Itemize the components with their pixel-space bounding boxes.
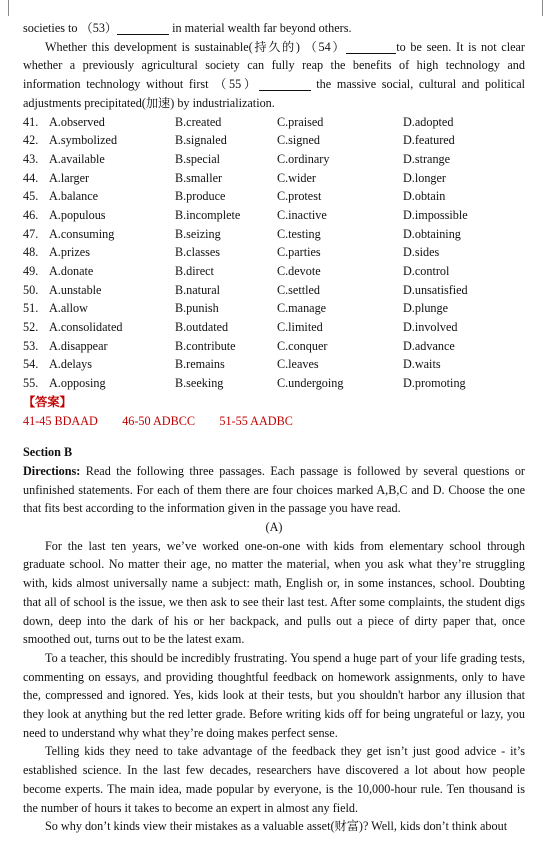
option-d: D.advance xyxy=(403,338,455,353)
passage-paragraph-1: For the last ten years, we’ve worked one-on-one with kids from elementary school through graduate school. No matter their age, no matter the material, when you ask what they’re struggling with, kids almost universally name a subject: math, English or, in some instances, school. Doubting that all of school is the issue, we then ask to see their last test. After some complaints, the student digs down, deep into the dark of his or her backpack, and pulls out a piece of dirty paper that, once smoothed out, turns out to be the latest exam. xyxy=(23,538,525,647)
cloze-line-1: societies to （53） in material wealth far beyond others. xyxy=(23,21,352,35)
question-number: 48. xyxy=(23,245,39,260)
option-b: B.produce xyxy=(175,189,226,204)
option-c: C.inactive xyxy=(277,207,327,222)
option-a: A.allow xyxy=(49,301,88,316)
option-c: C.praised xyxy=(277,114,324,129)
option-a: A.prizes xyxy=(49,245,90,260)
question-row xyxy=(23,169,525,188)
option-c: C.wider xyxy=(277,170,316,185)
option-a: A.opposing xyxy=(49,376,106,391)
option-c: C.manage xyxy=(277,301,327,316)
answer-heading: 【答案】 xyxy=(23,394,72,409)
blank-53 xyxy=(117,22,169,35)
option-b: B.incomplete xyxy=(175,207,241,222)
option-a: A.larger xyxy=(49,170,90,185)
option-c: C.protest xyxy=(277,189,322,204)
question-number: 44. xyxy=(23,170,39,185)
option-a: A.populous xyxy=(49,207,106,222)
option-a: A.observed xyxy=(49,114,105,129)
option-a: A.donate xyxy=(49,264,94,279)
blank-55 xyxy=(259,78,311,91)
question-number: 49. xyxy=(23,264,39,279)
question-row xyxy=(23,337,525,356)
option-d: D.promoting xyxy=(403,376,466,391)
answer-key: 41-45 BDAAD 46-50 ADBCC 51-55 AADBC xyxy=(23,413,293,428)
option-a: A.delays xyxy=(49,357,92,372)
question-row xyxy=(23,374,525,393)
option-b: B.natural xyxy=(175,282,221,297)
option-d: D.adopted xyxy=(403,114,454,129)
question-number: 54. xyxy=(23,357,39,372)
question-number: 46. xyxy=(23,207,39,222)
question-row xyxy=(23,281,525,300)
option-b: B.direct xyxy=(175,264,214,279)
option-d: D.sides xyxy=(403,245,440,260)
option-d: D.strange xyxy=(403,151,451,166)
blank-54 xyxy=(346,41,396,54)
option-d: D.impossible xyxy=(403,207,468,222)
passage-paragraph-2: To a teacher, this should be incredibly frustrating. You spend a huge part of your life grading tests, commenting on essays, and providing thoughtful feedback on homework assignments, only to have the, compressed and ignored. Yes, kids look at their tests, but you shouldn't harbor any illusion that they look at anything but the red letter grade. Before writing kids off for being ungrateful or lazy, you need to understand why what they’re doing makes perfect sense. xyxy=(23,650,525,740)
question-row xyxy=(23,113,525,132)
option-a: A.consolidated xyxy=(49,320,123,335)
question-number: 41. xyxy=(23,114,39,129)
question-number: 43. xyxy=(23,151,39,166)
passage-paragraph-4: So why don’t kinds view their mistakes as a valuable asset(财富)? Well, kids don’t think about xyxy=(45,819,508,834)
option-d: D.plunge xyxy=(403,301,449,316)
option-d: D.involved xyxy=(403,320,458,335)
option-c: C.conquer xyxy=(277,338,328,353)
option-c: C.parties xyxy=(277,245,321,260)
question-number: 42. xyxy=(23,133,39,148)
question-row xyxy=(23,355,525,374)
question-number: 45. xyxy=(23,189,39,204)
spacer xyxy=(23,430,525,443)
option-b: B.seeking xyxy=(175,376,224,391)
page-corner-mark-left xyxy=(8,0,9,16)
question-number: 50. xyxy=(23,282,39,297)
option-d: D.control xyxy=(403,264,450,279)
option-c: C.leaves xyxy=(277,357,319,372)
option-a: A.symbolized xyxy=(49,133,118,148)
option-c: C.settled xyxy=(277,282,320,297)
document-page xyxy=(23,19,525,836)
question-row xyxy=(23,225,525,244)
option-b: B.created xyxy=(175,114,222,129)
section-title: Section B xyxy=(23,445,73,460)
option-d: D.obtain xyxy=(403,189,446,204)
option-c: C.limited xyxy=(277,320,323,335)
directions: Directions: Read the following three passages. Each passage is followed by several questions or unfinished statements. For each of them there are four choices marked A,B,C and D. Choose the one that fits best according to the information given in the passage you have read. xyxy=(23,463,525,516)
option-b: B.smaller xyxy=(175,170,223,185)
question-row xyxy=(23,299,525,318)
option-a: A.disappear xyxy=(49,338,108,353)
option-a: A.consuming xyxy=(49,226,115,241)
option-b: B.special xyxy=(175,151,221,166)
option-c: C.ordinary xyxy=(277,151,330,166)
question-number: 51. xyxy=(23,301,39,316)
option-a: A.unstable xyxy=(49,282,102,297)
option-b: B.remains xyxy=(175,357,225,372)
cloze-paragraph-2: Whether this development is sustainable(持久的) （54） to be seen. It is not clear whether a previously agricultural society can fully reap the benefits of high technology and information technology without first （55） the massive social, cultural and political adjustments precipitated(加速) by industrialization. xyxy=(23,39,525,110)
option-d: D.featured xyxy=(403,133,455,148)
question-row xyxy=(23,206,525,225)
question-number: 47. xyxy=(23,226,39,241)
option-c: C.signed xyxy=(277,133,320,148)
option-a: A.balance xyxy=(49,189,99,204)
option-c: C.testing xyxy=(277,226,321,241)
option-b: B.punish xyxy=(175,301,219,316)
option-c: C.undergoing xyxy=(277,376,344,391)
question-number: 55. xyxy=(23,376,39,391)
passage-label: (A) xyxy=(265,520,283,535)
option-d: D.waits xyxy=(403,357,441,372)
option-a: A.available xyxy=(49,151,105,166)
option-d: D.obtaining xyxy=(403,226,461,241)
question-row xyxy=(23,187,525,206)
option-b: B.signaled xyxy=(175,133,227,148)
option-d: D.longer xyxy=(403,170,446,185)
question-list xyxy=(23,113,525,393)
question-number: 52. xyxy=(23,320,39,335)
option-b: B.outdated xyxy=(175,320,229,335)
option-c: C.devote xyxy=(277,264,321,279)
question-row xyxy=(23,150,525,169)
option-b: B.seizing xyxy=(175,226,221,241)
question-number: 53. xyxy=(23,338,39,353)
passage-paragraph-3: Telling kids they need to take advantage of the feedback they get isn’t just good advice - it’s established science. In the last few decades, researchers have discovered a lot about how people become experts. The main idea, made popular by everyone, is the 10,000-hour rule. Ten thousand is the number of hours it takes to become an expert in almost any field. xyxy=(23,744,525,815)
option-d: D.unsatisfied xyxy=(403,282,468,297)
question-row xyxy=(23,262,525,281)
question-row xyxy=(23,243,525,262)
option-b: B.classes xyxy=(175,245,221,260)
page-corner-mark-right xyxy=(542,0,543,16)
question-row xyxy=(23,131,525,150)
question-row xyxy=(23,318,525,337)
option-b: B.contribute xyxy=(175,338,236,353)
